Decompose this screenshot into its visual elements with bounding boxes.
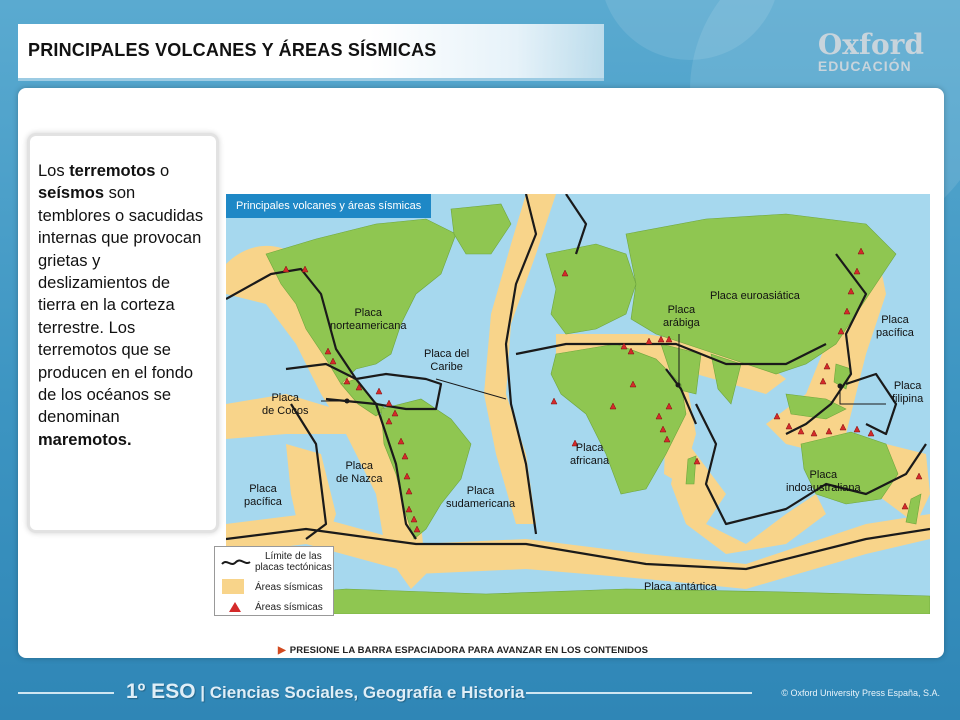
course-level: 1º ESO bbox=[126, 680, 196, 703]
legend-row-seismic bbox=[215, 579, 333, 595]
volcano-triangle-icon bbox=[228, 601, 242, 613]
course-name: Ciencias Sociales, Geografía e Historia bbox=[209, 683, 525, 702]
logo-word: Oxford bbox=[817, 28, 924, 61]
definition-keyword: maremotos. bbox=[38, 430, 132, 449]
course-separator: | bbox=[200, 683, 210, 702]
legend-row-plate-limit bbox=[215, 549, 333, 575]
label-plate-euroasiatica: Placa euroasiática bbox=[710, 290, 800, 302]
label-plate-indoaustraliana: Placa indoaustraliana bbox=[786, 469, 861, 494]
advance-instruction bbox=[278, 645, 648, 656]
label-plate-nazca: Placa de Nazca bbox=[336, 460, 383, 485]
definition-fragment: o bbox=[155, 162, 170, 180]
legend-plate-limit-label: Límite de las placas tectónicas bbox=[255, 551, 332, 573]
definition-fragment: son temblores o sacudidas internas que provocan grietas y deslizamientos de tierra en la corteza terrestre. Los terremotos que se producen en el fondo de los océanos se denominan bbox=[38, 184, 204, 427]
label-plate-arabiga: Placa arábiga bbox=[663, 304, 700, 329]
footer-line-right bbox=[526, 692, 752, 694]
plate-line-icon bbox=[221, 557, 251, 569]
seismic-swatch-icon bbox=[222, 579, 244, 594]
definition-text bbox=[38, 160, 210, 451]
oxford-logo bbox=[817, 28, 924, 74]
label-plate-cocos: Placa de Cocos bbox=[262, 392, 309, 417]
page-title: PRINCIPALES VOLCANES Y ÁREAS SÍSMICAS bbox=[28, 40, 437, 60]
label-plate-pacifica-west: Placa pacífica bbox=[244, 483, 282, 508]
advance-text: PRESIONE LA BARRA ESPACIADORA PARA AVANZAR EN LOS CONTENIDOS bbox=[289, 645, 649, 656]
label-plate-africana: Placa africana bbox=[570, 442, 610, 467]
legend-seismic-label: Áreas sísmicas bbox=[255, 582, 323, 593]
map-legend bbox=[214, 546, 334, 616]
course-title bbox=[126, 680, 524, 704]
label-plate-norteamericana: Placa norteamericana bbox=[330, 307, 407, 332]
logo-subtitle: EDUCACIÓN bbox=[817, 58, 912, 74]
definition-keyword: seísmos bbox=[38, 184, 105, 203]
definition-keyword: terremotos bbox=[69, 162, 156, 180]
label-plate-antartica: Placa antártica bbox=[644, 581, 717, 593]
play-arrow-icon: ▶ bbox=[278, 645, 286, 656]
label-plate-sudamericana: Placa sudamericana bbox=[446, 485, 516, 510]
legend-volcano-label: Áreas sísmicas bbox=[255, 602, 323, 613]
label-plate-filipina: Placa filipina bbox=[892, 380, 924, 405]
copyright: © Oxford University Press España, S.A. bbox=[781, 688, 940, 698]
title-bar bbox=[18, 24, 604, 81]
legend-row-volcano bbox=[215, 599, 333, 615]
footer-line-left bbox=[18, 692, 114, 694]
label-plate-caribe: Placa del Caribe bbox=[424, 348, 470, 373]
map-title-tab: Principales volcanes y áreas sísmicas bbox=[226, 194, 431, 218]
definition-box bbox=[30, 136, 216, 530]
definition-fragment: Los bbox=[38, 162, 70, 180]
label-plate-pacifica-east: Placa pacífica bbox=[876, 314, 914, 339]
